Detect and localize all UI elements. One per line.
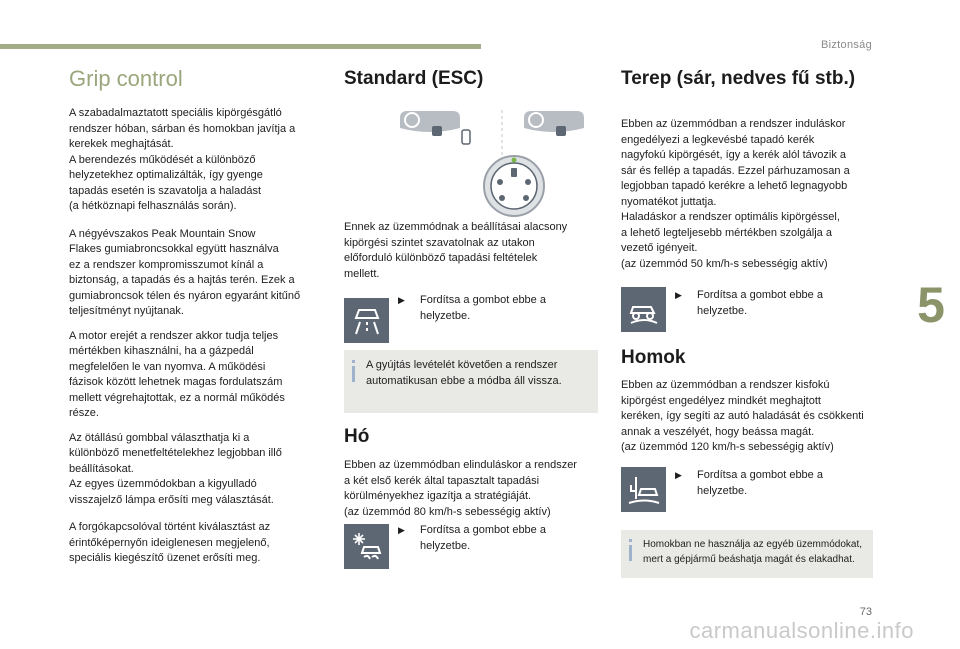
step-arrow-icon: ▶: [675, 290, 682, 300]
sand-paragraph: Ebben az üzemmódban a rendszer kisfokú kipörgést engedélyez mindkét meghajtott keréken, így segíti az autó haladását és csökkenti annak a veszélyét, hogy beássa magát. (az üzemmód 120 km/h-s sebességig aktív): [621, 379, 864, 453]
sand-step: [675, 468, 875, 502]
snow-paragraph: Ebben az üzemmódban elinduláskor a rendszer a két első kerék által tapasztalt tapadási körülményekhez igazítja a stratégiáját. (az üzemmód 80 km/h-s sebességig aktív): [344, 459, 577, 518]
standard-note-text: A gyújtás levételét követően a rendszer automatikusan ebbe a módba áll vissza.: [366, 359, 562, 387]
standard-heading: Standard (ESC): [344, 68, 484, 89]
sand-step-text: Fordítsa a gombot ebbe a helyzetbe.: [697, 469, 823, 497]
snow-step-text: Fordítsa a gombot ebbe a helyzetbe.: [420, 524, 546, 552]
page-number: 73: [859, 606, 872, 618]
standard-note: [344, 350, 598, 413]
snow-mode-icon: [344, 524, 389, 569]
terrain-heading: Terep (sár, nedves fű stb.): [621, 68, 856, 89]
terrain-paragraph: Ebben az üzemmódban a rendszer induláskor engedélyezi a legkevésbé tapadó kerék nagyfokú kipörgését, így a kerék alól távozik a sár és fellép a tapadás. Ezzel párhuzamosan a legjobban tapadó kerékre a lehető legnagyobb nyomatékot juttatja. Haladáskor a rendszer optimális kipörgéssel, a lehető legteljesebb mértékben szolgálja a vezető igényeit. (az üzemmód 50 km/h-s sebességig aktív): [621, 118, 850, 270]
header-accent-bar: [0, 44, 481, 49]
display-paragraph: A forgókapcsolóval történt kiválasztást az érintőképernyőn ideiglenesen megjelenő, speciális kiegészítő üzenet erősíti meg.: [69, 521, 271, 564]
step-arrow-icon: ▶: [675, 470, 682, 480]
step-arrow-icon: ▶: [398, 295, 405, 305]
watermark: carmanualsonline.info: [689, 618, 914, 643]
terrain-step-text: Fordítsa a gombot ebbe a helyzetbe.: [697, 289, 823, 317]
snow-heading: Hó: [344, 426, 370, 447]
intro-paragraph: A szabadalmaztatott speciális kipörgésgátló rendszer hóban, sárban és homokban javítja a kerekek meghajtását. A berendezés működését a különböző helyzetekhez optimalizálták, így gyenge tapadás esetén is szavatolja a haladást (a hétköznapi felhasználás során).: [69, 107, 296, 212]
sand-mode-icon: [621, 467, 666, 512]
engine-paragraph: A motor erejét a rendszer akkor tudja teljes mértékben kihasználni, ha a gázpedál megfelelően le van nyomva. A működési fázisok között lehetnek magas fordulatszám mellett végrehajtottak, ez a normál működés része.: [69, 329, 285, 419]
column-grip-control: [69, 60, 324, 567]
chapter-number: 5: [917, 277, 945, 333]
tires-paragraph: A négyévszakos Peak Mountain Snow Flakes gumiabroncsokkal együtt használva ez a rendszer kompromisszumot kínál a biztonság, a tapadás és a hajtás terén. Ezek a gumiabroncsok télen és nyáron egyaránt kitűnő teljesítményt nyújtanak.: [69, 227, 301, 317]
terrain-step: [675, 288, 875, 322]
standard-paragraph: Ennek az üzemmódnak a beállításai alacsony kipörgési szintet szavatolnak az utakon előforduló különböző tapadási feltételek mellett.: [344, 221, 568, 280]
sand-note: [621, 530, 873, 578]
snow-step: [398, 523, 598, 557]
info-icon: [352, 360, 355, 382]
column-terrain: [621, 60, 876, 620]
standard-mode-icon: [344, 298, 389, 343]
page-title: Grip control: [69, 66, 183, 91]
step-arrow-icon: ▶: [398, 525, 405, 535]
column-standard: [344, 60, 599, 620]
selector-paragraph: Az ötállású gombbal választhatja ki a különböző menetfeltételekhez legjobban illő beállításokat. Az egyes üzemmódokban a kigyulladó visszajelző lámpa erősíti meg választását.: [69, 431, 282, 506]
standard-step: [398, 293, 598, 327]
standard-step-text: Fordítsa a gombot ebbe a helyzetbe.: [420, 294, 546, 322]
sand-heading: Homok: [621, 347, 686, 368]
info-icon: [629, 539, 632, 561]
section-label: Biztonság: [820, 39, 872, 51]
terrain-mode-icon: [621, 287, 666, 332]
sand-note-text: Homokban ne használja az egyéb üzemmódokat, mert a gépjármű beáshatja magát és elakadhat.: [643, 539, 863, 565]
